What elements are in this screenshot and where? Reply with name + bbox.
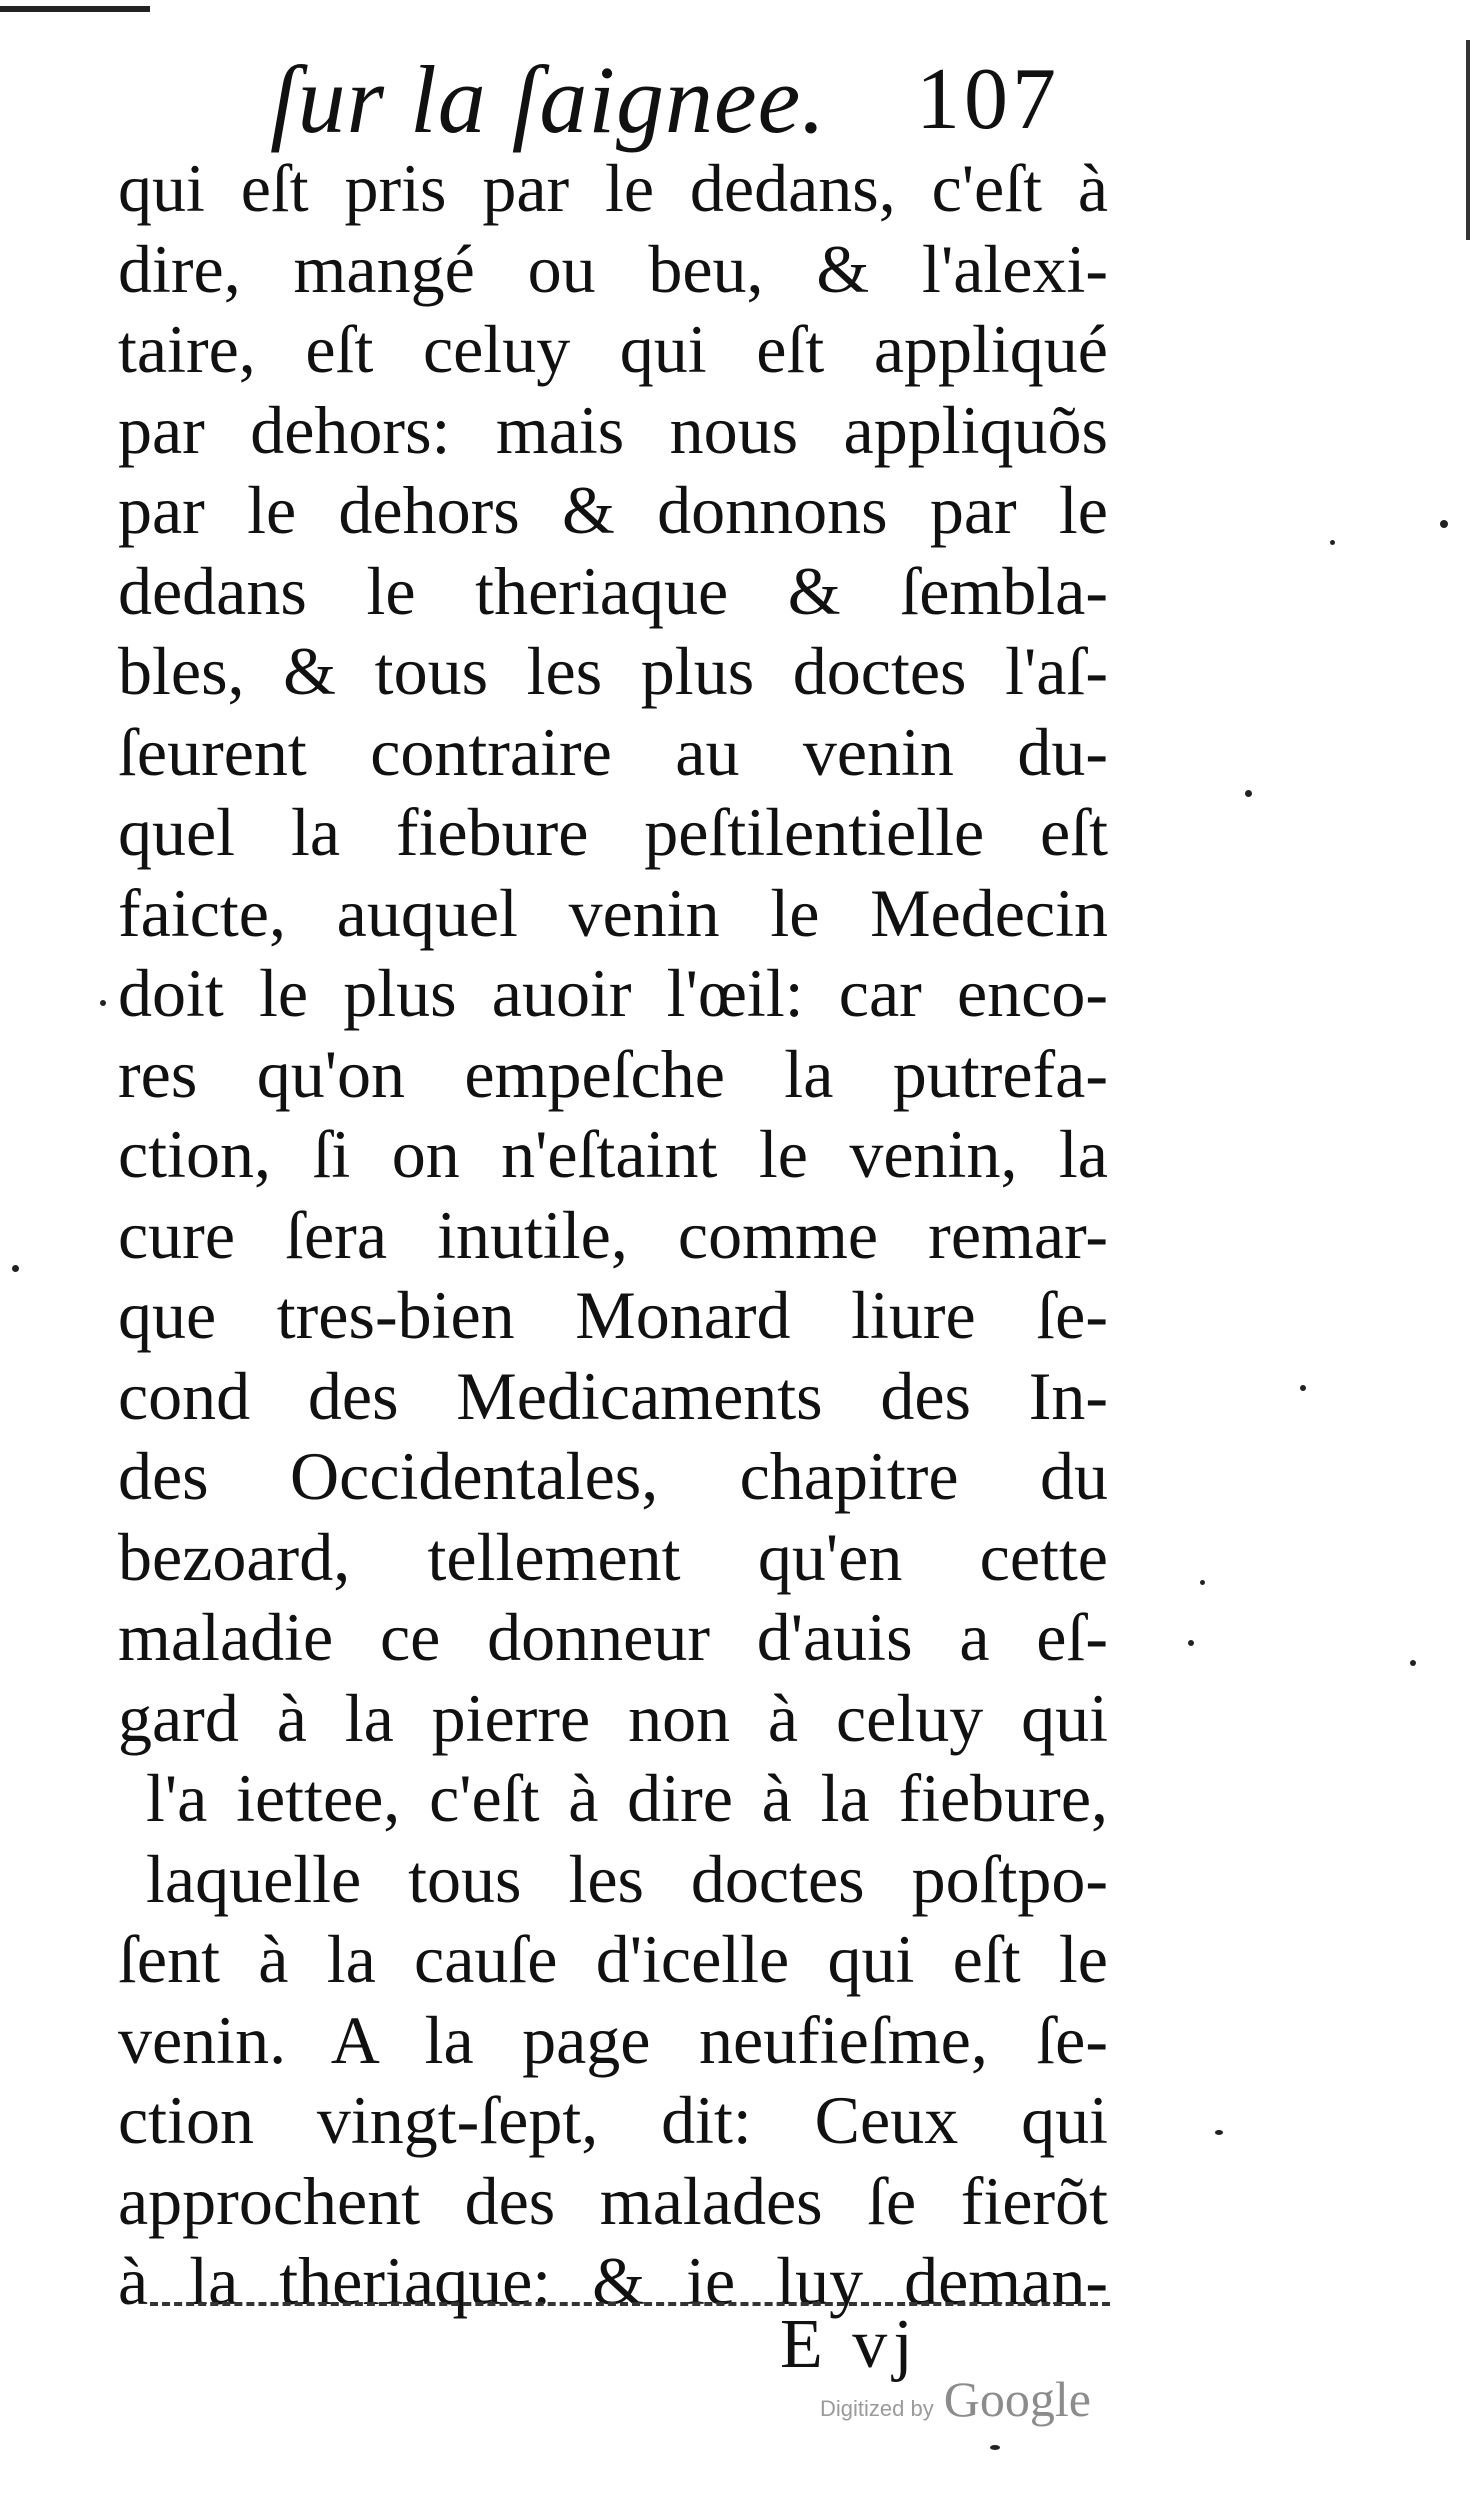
text-line: ſent à la cauſe d'icelle qui eſt le: [118, 1921, 1108, 1997]
text-line: doit le plus auoir l'œil: car enco-: [118, 955, 1108, 1031]
text-line: gard à la pierre non à celuy qui: [118, 1679, 1108, 1756]
scan-speck: [1300, 1385, 1306, 1391]
signature-mark: E vj: [780, 2306, 919, 2383]
scan-edge-mark: [1466, 40, 1470, 240]
scan-speck: [12, 1265, 19, 1272]
bottom-rule: [150, 2302, 1110, 2306]
text-line: taire, eſt celuy qui eſt appliqué: [118, 311, 1108, 387]
text-line: par dehors: mais nous appliquõs: [118, 391, 1108, 468]
text-line: des Occidentales, chapitre du: [118, 1438, 1108, 1514]
text-line: dire, mangé ou beu, & l'alexi-: [118, 230, 1108, 307]
text-line: maladie ce donneur d'auis a eſ-: [118, 1599, 1108, 1675]
text-line: ction, ſi on n'eſtaint le venin, la: [118, 1116, 1108, 1192]
text-line: venin. A la page neufieſme, ſe-: [118, 2001, 1108, 2078]
text-line: bezoard, tellement qu'en cette: [118, 1518, 1108, 1595]
text-line: ſeurent contraire au venin du-: [118, 713, 1108, 790]
text-line: cure ſera inutile, comme remar-: [118, 1196, 1108, 1273]
page-header: [270, 45, 1060, 155]
google-logo: Google: [943, 2371, 1091, 2427]
text-line: faicte, auquel venin le Medecin: [118, 874, 1108, 951]
page-number: 107: [916, 51, 1060, 148]
text-line: laquelle tous les doctes poſtpo-: [146, 1840, 1108, 1917]
text-line: l'a iettee, c'eſt à dire à la fiebure,: [146, 1760, 1108, 1836]
text-line: par le dehors & donnons par le: [118, 472, 1108, 548]
text-line: approchent des malades ſe fierõt: [118, 2162, 1108, 2239]
body-text: [118, 148, 1108, 2322]
text-line: qui eſt pris par le dedans, c'eſt à: [118, 150, 1108, 226]
text-line: cond des Medicaments des In-: [118, 1357, 1108, 1434]
scan-edge-mark: [0, 6, 150, 12]
scan-speck: [990, 2445, 1000, 2450]
text-line: quel la fiebure peſtilentielle eſt: [118, 794, 1108, 870]
scan-speck: [100, 1000, 106, 1006]
text-line: bles, & tous les plus doctes l'aſ-: [118, 633, 1108, 709]
scan-speck: [1215, 2130, 1223, 2135]
digitization-watermark: [820, 2370, 1091, 2430]
scan-speck: [1330, 540, 1335, 545]
scan-speck: [1200, 1580, 1205, 1585]
scan-speck: [1440, 520, 1448, 528]
scan-speck: [1245, 790, 1252, 797]
text-line: à la theriaque: & ie luy deman-: [118, 2243, 1108, 2319]
scan-speck: [1188, 1640, 1194, 1646]
text-line: res qu'on empeſche la putrefa-: [118, 1035, 1108, 1112]
text-line: que tres-bien Monard liure ſe-: [118, 1277, 1108, 1353]
watermark-prefix: Digitized by: [820, 2396, 934, 2421]
text-line: dedans le theriaque & ſembla-: [118, 552, 1108, 629]
text-line: ction vingt-ſept, dit: Ceux qui: [118, 2082, 1108, 2158]
scan-speck: [1410, 1660, 1416, 1666]
running-head: ſur la ſaignee.: [270, 46, 827, 153]
